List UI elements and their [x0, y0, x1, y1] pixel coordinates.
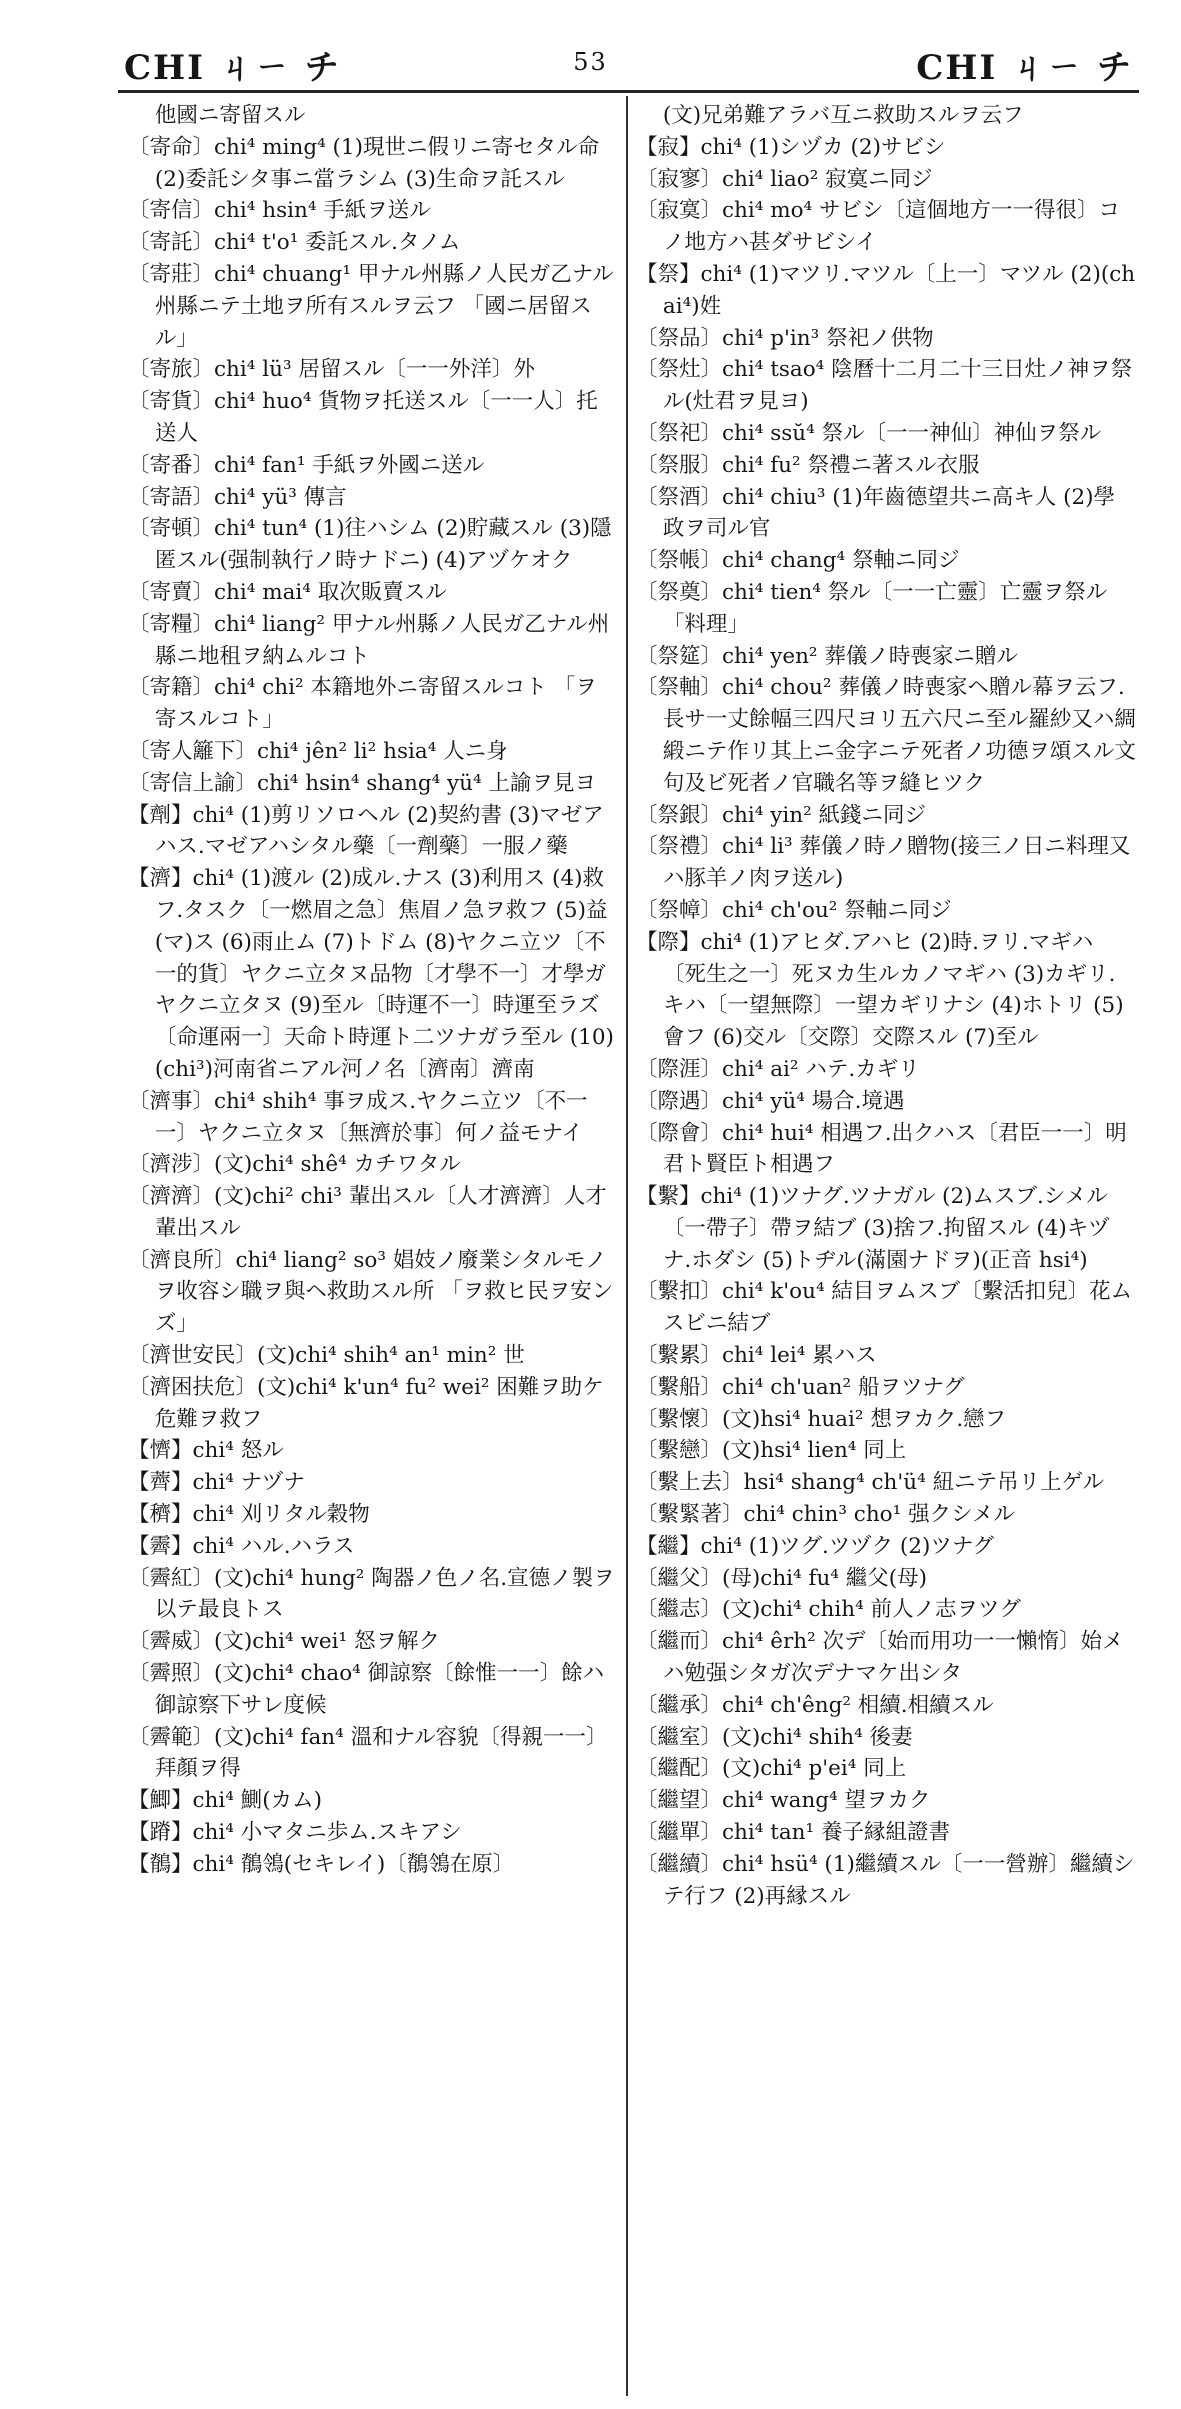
dictionary-entry: 〔繫扣〕chi⁴ k'ou⁴ 結目ヲムスブ〔繫活扣兒〕花ムスビニ結ブ: [636, 1279, 1133, 1337]
dictionary-entry: 〔繼單〕chi⁴ tan¹ 養子縁組證書: [636, 1820, 950, 1846]
column-divider: [626, 96, 628, 2396]
dictionary-entry: 〔寄託〕chi⁴ t'o¹ 委託スル.タノム: [128, 230, 461, 256]
dictionary-entry: 【劑】chi⁴ (1)剪リソロヘル (2)契約書 (3)マゼアハス.マゼアハシタル藥〔一劑藥〕一服ノ藥: [128, 802, 604, 860]
dictionary-entry: 〔祭禮〕chi⁴ li³ 葬儀ノ時ノ贈物(接三ノ日ニ料理又ハ豚羊ノ肉ヲ送ル): [636, 834, 1131, 892]
dictionary-entry: 〔祭酒〕chi⁴ chiu³ (1)年齒德望共ニ高キ人 (2)學政ヲ司ル官: [636, 484, 1116, 542]
dictionary-entry: (文)兄弟難アラバ互ニ救助スルヲ云フ: [662, 103, 1024, 128]
dictionary-entry: 〔祭灶〕chi⁴ tsao⁴ 陰曆十二月二十三日灶ノ神ヲ祭ル(灶君ヲ見ヨ): [636, 357, 1133, 415]
header-left: CHI ㄐㄧ チ: [124, 48, 341, 88]
dictionary-entry: 【霽】chi⁴ ハル.ハラス: [128, 1533, 355, 1559]
dictionary-entry: 他國ニ寄留スル: [154, 103, 306, 128]
dictionary-entry: 〔寄賣〕chi⁴ mai⁴ 取次販賣スル: [128, 579, 447, 605]
dictionary-entry: 〔繫緊著〕chi⁴ chin³ cho¹ 强クシメル: [636, 1502, 1015, 1528]
dictionary-entry: 【寂】chi⁴ (1)シヅカ (2)サビシ: [636, 134, 946, 160]
dictionary-entry: 〔際涯〕chi⁴ ai² ハテ.カギリ: [636, 1056, 920, 1082]
dictionary-entry: 〔寂寞〕chi⁴ mo⁴ サビシ〔這個地方一一得很〕コノ地方ハ甚ダサビシイ: [636, 198, 1121, 256]
dictionary-entry: 〔繫懷〕(文)hsi⁴ huai² 想ヲカク.戀フ: [636, 1406, 1007, 1432]
dictionary-entry: 〔祭幛〕chi⁴ ch'ou² 祭軸ニ同ジ: [636, 897, 952, 923]
dictionary-entry: 〔繫累〕chi⁴ lei⁴ 累ハス: [636, 1343, 877, 1369]
dictionary-entry: 〔繫上去〕hsi⁴ shang⁴ ch'ü⁴ 紐ニテ吊リ上ゲル: [636, 1470, 1105, 1496]
dictionary-entry: 【祭】chi⁴ (1)マツリ.マツル〔上一〕マツル (2)(chai⁴)姓: [636, 261, 1136, 319]
dictionary-entry: 〔寄番〕chi⁴ fan¹ 手紙ヲ外國ニ送ル: [128, 452, 485, 478]
dictionary-entry: 〔濟困扶危〕(文)chi⁴ k'un⁴ fu² wei² 困難ヲ助ケ危難ヲ救フ: [128, 1374, 604, 1432]
dictionary-entry: 〔繼承〕chi⁴ ch'êng² 相續.相續スル: [636, 1692, 994, 1718]
dictionary-entry: 【鯽】chi⁴ 鰂(カム): [128, 1788, 322, 1814]
dictionary-entry: 〔霽範〕(文)chi⁴ fan⁴ 溫和ナル容貌〔得親一一〕拜顏ヲ得: [128, 1724, 608, 1782]
dictionary-entry: 〔祭祀〕chi⁴ ssŭ⁴ 祭ル〔一一神仙〕神仙ヲ祭ル: [636, 420, 1102, 446]
dictionary-entry: 〔寄人籬下〕chi⁴ jên² li² hsia⁴ 人ニ身: [128, 738, 508, 764]
dictionary-entry: 〔寄頓〕chi⁴ tun⁴ (1)往ハシム (2)貯藏スル (3)隱匿スル(强制執行ノ時ナドニ) (4)アヅケオク: [128, 516, 612, 574]
dictionary-entry: 〔寄信〕chi⁴ hsin⁴ 手紙ヲ送ル: [128, 198, 431, 224]
dictionary-entry: 〔繼室〕(文)chi⁴ shih⁴ 後妻: [636, 1724, 913, 1750]
dictionary-entry: 〔祭軸〕chi⁴ chou² 葬儀ノ時喪家ヘ贈ル幕ヲ云フ.長サ一丈餘幅三四尺ヨリ五六尺ニ至ル羅紗又ハ綢緞ニテ作リ其上ニ金字ニテ死者ノ功德ヲ頌スル文句及ビ死者ノ官職名等ヲ縫ヒツク: [636, 675, 1136, 796]
dictionary-entry: 〔繫船〕chi⁴ ch'uan² 船ヲツナグ: [636, 1374, 965, 1400]
dictionary-entry: 【穧】chi⁴ 刈リタル穀物: [128, 1502, 370, 1528]
dictionary-entry: 【蹐】chi⁴ 小マタニ歩ム.スキアシ: [128, 1820, 462, 1846]
dictionary-entry: 〔祭品〕chi⁴ p'in³ 祭祀ノ供物: [636, 325, 934, 351]
dictionary-entry: 〔繼望〕chi⁴ wang⁴ 望ヲカク: [636, 1788, 931, 1814]
dictionary-entry: 【薺】chi⁴ ナヅナ: [128, 1470, 306, 1496]
dictionary-entry: 〔濟濟〕(文)chi² chi³ 輩出スル〔人才濟濟〕人才輩出スル: [128, 1184, 607, 1241]
dictionary-entry: 〔寄信上諭〕chi⁴ hsin⁴ shang⁴ yü⁴ 上諭ヲ見ヨ: [128, 770, 596, 796]
dictionary-entry: 【懠】chi⁴ 怒ル: [128, 1438, 284, 1464]
dictionary-entry: 〔繼父〕(母)chi⁴ fu⁴ 繼父(母): [636, 1565, 928, 1591]
header-rule: [118, 90, 1139, 93]
dictionary-entry: 〔濟事〕chi⁴ shih⁴ 事ヲ成ス.ヤクニ立ツ〔不一一〕ヤクニ立タヌ〔無濟於事〕何ノ益モナイ: [128, 1088, 588, 1146]
dictionary-entry: 【繫】chi⁴ (1)ツナグ.ツナガル (2)ムスブ.シメル〔一帶子〕帶ヲ結ブ (3)捨フ.拘留スル (4)キヅナ.ホダシ (5)トヂル(滿園ナドヲ)(正音 hsi⁴): [636, 1184, 1110, 1273]
dictionary-entry: 〔祭帳〕chi⁴ chang⁴ 祭軸ニ同ジ: [636, 548, 960, 574]
dictionary-entry: 〔祭服〕chi⁴ fu² 祭禮ニ著スル衣服: [636, 452, 980, 478]
dictionary-entry: 〔祭筵〕chi⁴ yen² 葬儀ノ時喪家ニ贈ル: [636, 643, 1018, 669]
dictionary-entry: 〔繫戀〕(文)hsi⁴ lien⁴ 同上: [636, 1438, 907, 1464]
dictionary-entry: 〔寂寥〕chi⁴ liao² 寂寞ニ同ジ: [636, 166, 933, 192]
page-number: 53: [573, 48, 608, 76]
dictionary-entry: 〔際遇〕chi⁴ yü⁴ 場合.境遇: [636, 1088, 905, 1114]
dictionary-entry: 〔濟良所〕chi⁴ liang² so³ 娼妓ノ廢業シタルモノヲ收容シ職ヲ與ヘ救助スル所 「ヲ救ヒ民ヲ安ンズ」: [128, 1247, 614, 1337]
dictionary-entry: 〔霽照〕(文)chi⁴ chao⁴ 御諒察〔餘惟一一〕餘ハ御諒察下サレ度候: [128, 1661, 605, 1718]
dictionary-entry: 〔濟世安民〕(文)chi⁴ shih⁴ an¹ min² 世: [128, 1343, 525, 1369]
right-column: [636, 100, 1136, 2390]
dictionary-entry: 〔祭奠〕chi⁴ tien⁴ 祭ル〔一一亡靈〕亡靈ヲ祭ル 「料理」: [636, 579, 1108, 637]
dictionary-entry: 〔寄糧〕chi⁴ liang² 甲ナル州縣ノ人民ガ乙ナル州縣ニ地租ヲ納ムルコト: [128, 611, 610, 669]
dictionary-entry: 〔寄命〕chi⁴ ming⁴ (1)現世ニ假リニ寄セタル命 (2)委託シタ事ニ當ラシム (3)生命ヲ託スル: [128, 134, 600, 192]
dictionary-entry: 〔繼而〕chi⁴ êrh² 次デ〔始而用功一一懶惰〕始メハ勉强シタガ次デナマケ出シタ: [636, 1629, 1124, 1687]
dictionary-entry: 〔祭銀〕chi⁴ yin² 紙錢ニ同ジ: [636, 802, 927, 828]
dictionary-entry: 【鶺】chi⁴ 鶺鴒(セキレイ)〔鶺鴒在原〕: [128, 1851, 515, 1877]
dictionary-entry: 〔濟涉〕(文)chi⁴ shê⁴ カチワタル: [128, 1152, 461, 1178]
header-right: CHI ㄐㄧ チ: [916, 48, 1133, 88]
left-column: [128, 100, 618, 2390]
dictionary-entry: 〔寄貨〕chi⁴ huo⁴ 貨物ヲ托送スル〔一一人〕托送人: [128, 389, 598, 446]
dictionary-entry: 〔際會〕chi⁴ hui⁴ 相遇フ.出クハス〔君臣一一〕明君ト賢臣ト相遇フ: [636, 1120, 1127, 1178]
dictionary-entry: 〔繼配〕(文)chi⁴ p'ei⁴ 同上: [636, 1756, 907, 1782]
dictionary-entry: 〔寄籍〕chi⁴ chi² 本籍地外ニ寄留スルコト 「ヲ寄スルコト」: [128, 675, 597, 733]
dictionary-entry: 〔霽威〕(文)chi⁴ wei¹ 怒ヲ解ク: [128, 1629, 440, 1655]
dictionary-entry: 〔寄語〕chi⁴ yü³ 傳言: [128, 484, 347, 510]
dictionary-entry: 【際】chi⁴ (1)アヒダ.アハヒ (2)時.ヲリ.マギハ〔死生之一〕死ヌカ生ルカノマギハ (3)カギリ.キハ〔一望無際〕一望カギリナシ (4)ホトリ (5)會フ (6)交ル〔交際〕交際スル (7)至ル: [636, 929, 1124, 1051]
dictionary-entry: 【濟】chi⁴ (1)渡ル (2)成ル.ナス (3)利用ス (4)救フ.タスク〔一燃眉之急〕焦眉ノ急ヲ救フ (5)益(マ)ス (6)雨止ム (7)トドム (8)ヤクニ立ツ〔不一的貨〕ヤクニ立タヌ品物〔才學不一〕才學ガヤクニ立タヌ (9)至ル〔時運不一〕時運至ラズ〔命運兩一〕天命ト時運ト二ツナガラ至ル (10)(chi³)河南省ニアル河ノ名〔濟南〕濟南: [128, 866, 614, 1082]
dictionary-entry: 【繼】chi⁴ (1)ツグ.ツヅク (2)ツナグ: [636, 1533, 995, 1559]
dictionary-entry: 〔寄旅〕chi⁴ lü³ 居留スル〔一一外洋〕外: [128, 357, 535, 383]
dictionary-entry: 〔繼志〕(文)chi⁴ chih⁴ 前人ノ志ヲツグ: [636, 1597, 1021, 1623]
dictionary-entry: 〔霽紅〕(文)chi⁴ hung² 陶器ノ色ノ名.宣德ノ製ヲ以テ最良トス: [128, 1565, 615, 1623]
dictionary-entry: 〔寄莊〕chi⁴ chuang¹ 甲ナル州縣ノ人民ガ乙ナル州縣ニテ土地ヲ所有スルヲ云フ 「國ニ居留スル」: [128, 261, 614, 351]
dictionary-entry: 〔繼續〕chi⁴ hsü⁴ (1)繼續スル〔一一營辦〕繼續シテ行フ (2)再縁スル: [636, 1851, 1135, 1909]
